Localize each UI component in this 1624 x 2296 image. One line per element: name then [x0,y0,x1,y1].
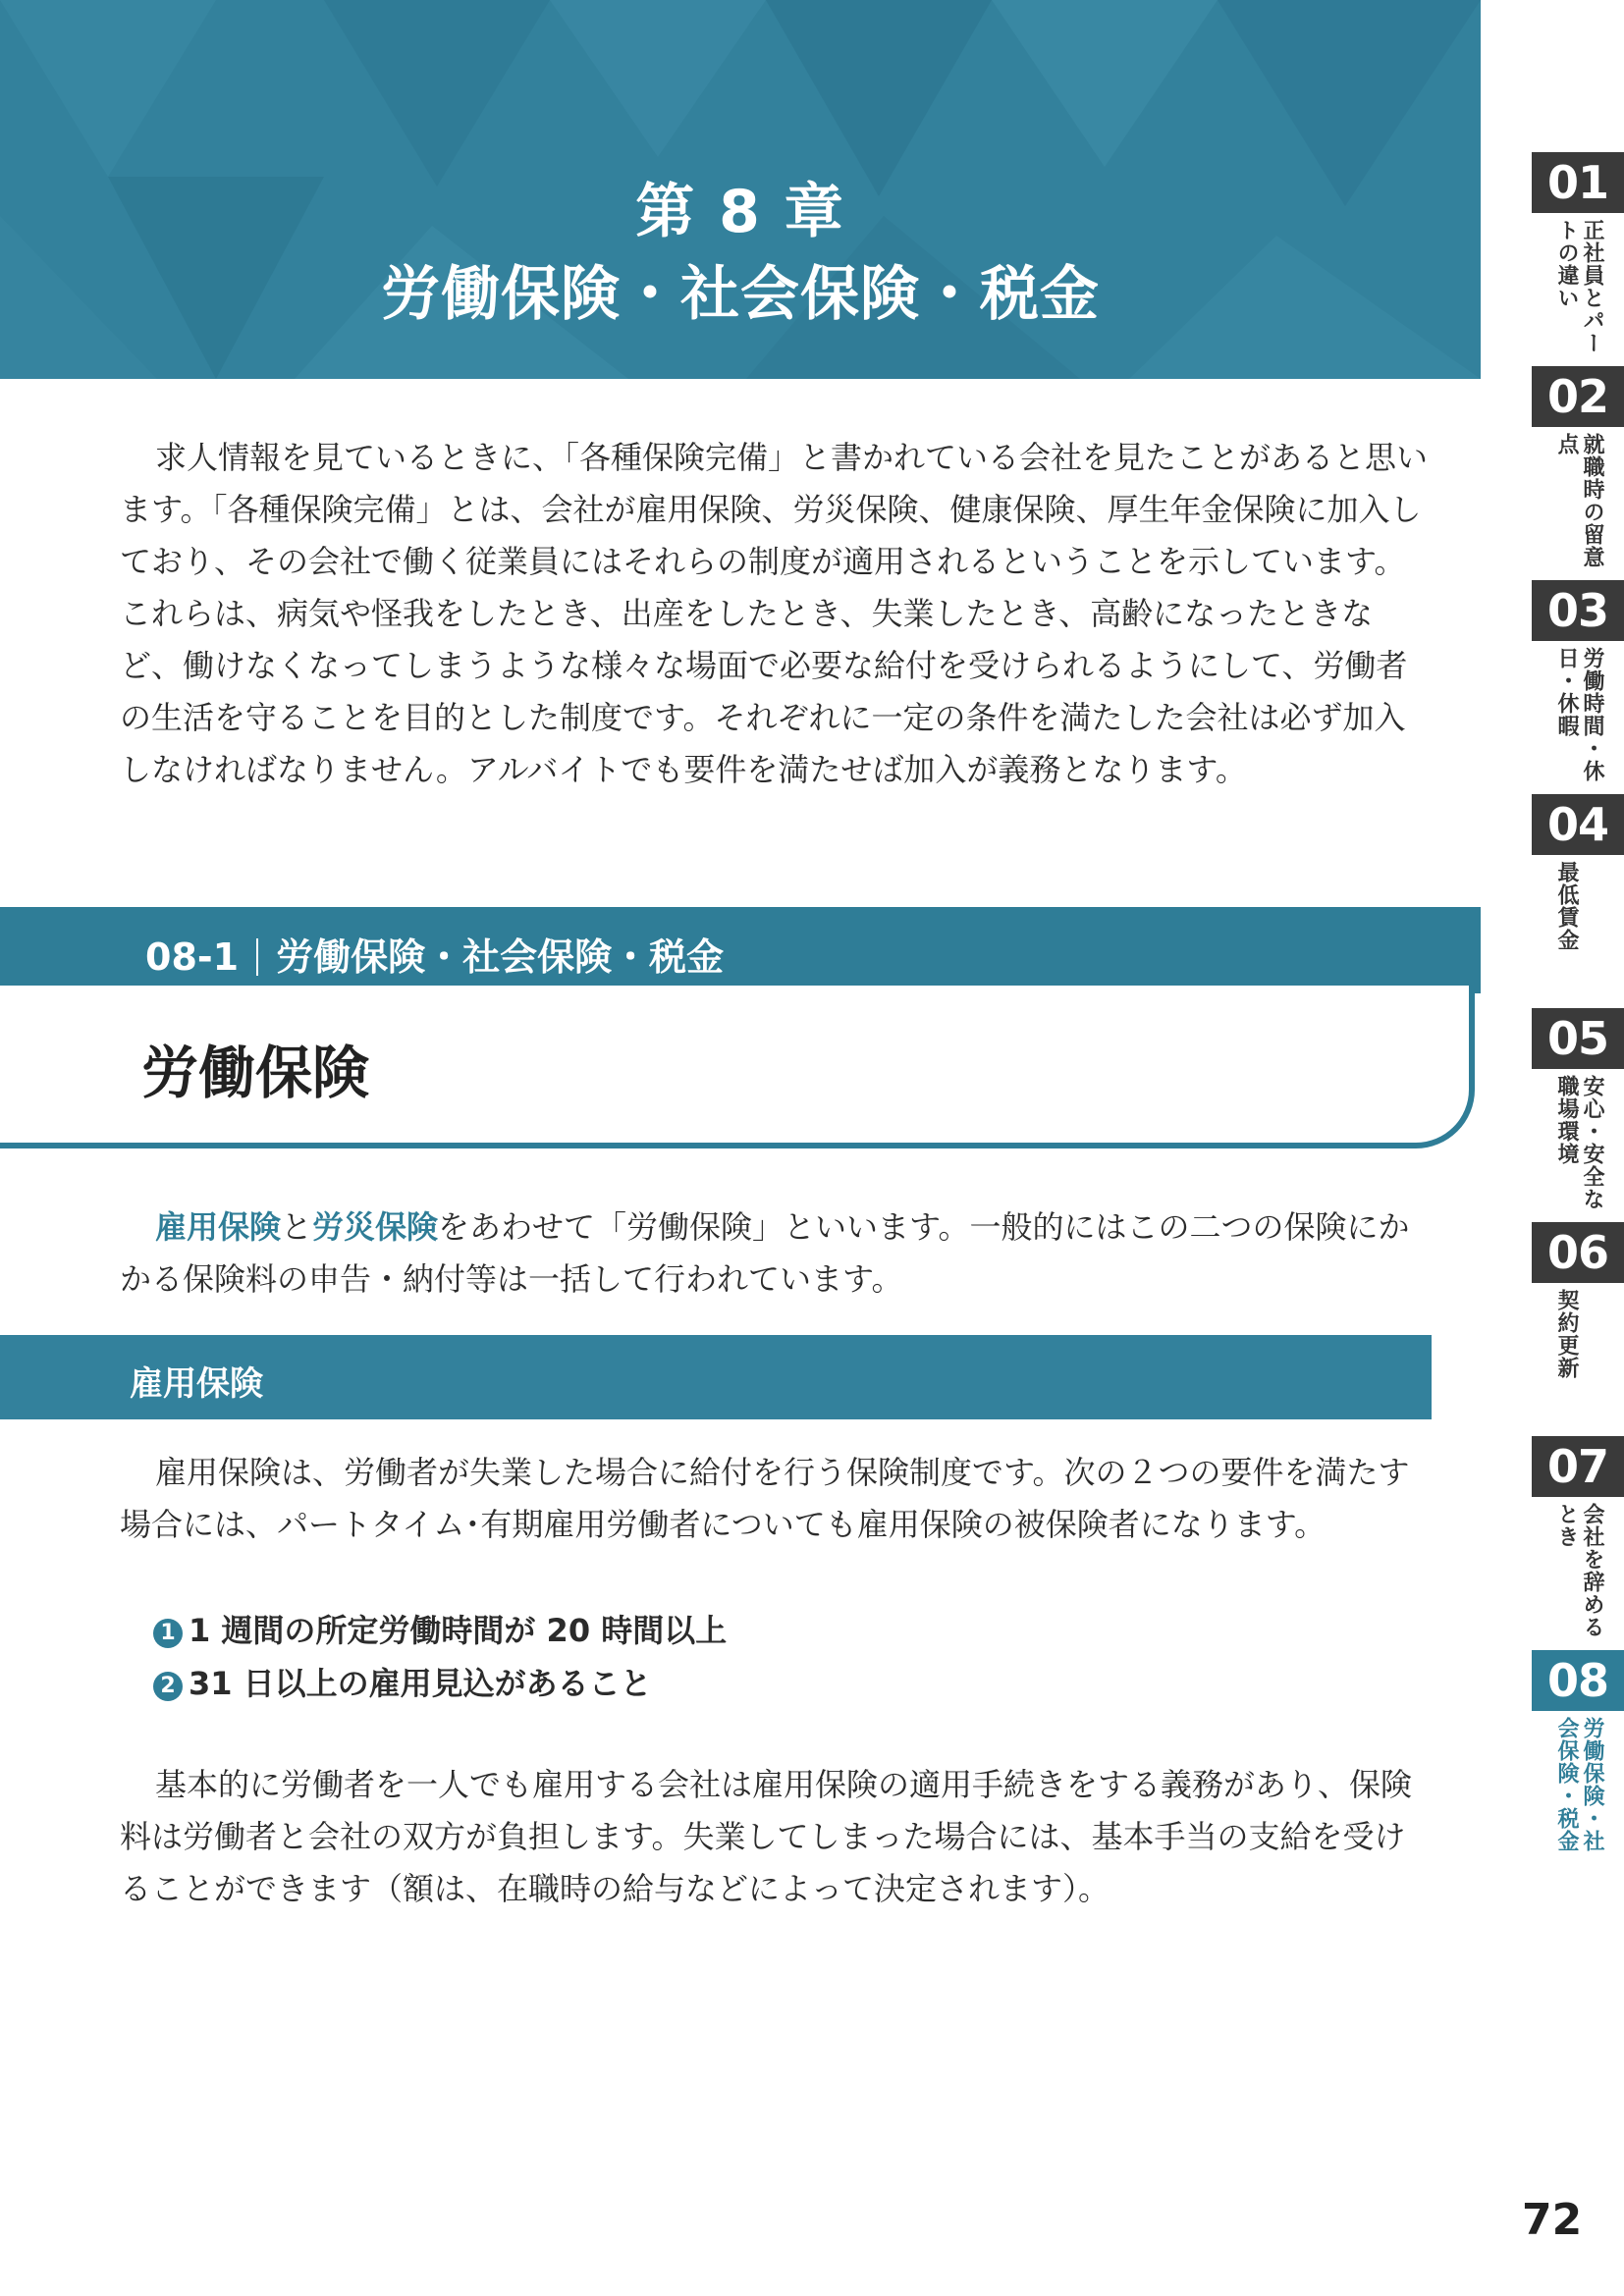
section-label [145,927,724,981]
conjunction: と [281,1208,313,1246]
chapter-tab-06[interactable] [1532,1222,1624,1436]
requirement-text: 1 週間の所定労働時間が 20 時間以上 [189,1612,728,1649]
tab-label: 正社員とパートの違い [1554,219,1604,354]
chapter-number: 第 8 章 [635,178,845,246]
requirement-item [153,1606,727,1651]
subsection-heading: 雇用保険 [130,1364,263,1404]
chapter-header [0,0,1481,379]
term-employment-insurance: 雇用保険 [155,1208,282,1246]
chapter-tab-05[interactable] [1532,1008,1624,1222]
labor-insurance-paragraph [120,1201,1435,1306]
number-badge-2: 2 [153,1672,183,1701]
employment-insurance-paragraph: 雇用保険は、労働者が失業した場合に給付を行う保険制度です。次の２つの要件を満たす場合には、パートタイム･有期雇用労働者についても雇用保険の被保険者になります。 [120,1454,1410,1543]
tab-number: 08 [1532,1650,1624,1711]
tab-label: 会社を辞めるとき [1554,1503,1604,1638]
chapter-tab-03[interactable] [1532,580,1624,794]
chapter-tab-07[interactable] [1532,1436,1624,1650]
section-category: 労働保険・社会保険・税金 [276,935,725,979]
tab-number: 01 [1532,152,1624,213]
number-badge-1: 1 [153,1619,183,1648]
closing-paragraph: 基本的に労働者を一人でも雇用する会社は雇用保険の適用手続きをする義務があり、保険料は労働者と会社の双方が負担します。失業してしまった場合には、基本手当の支給を受けることができます（額は、在職時の給与などによって決定されます）。 [120,1766,1413,1907]
tab-number: 05 [1532,1008,1624,1069]
intro-paragraph: 求人情報を見ているときに、「各種保険完備」と書かれている会社を見たことがあると思います。「各種保険完備」とは、会社が雇用保険、労災保険、健康保険、厚生年金保険に加入しており、その会社で働く従業員にはそれらの制度が適用されるということを示しています。これらは、病気や怪我をしたとき、出産をしたとき、失業したとき、高齢になったときなど、働けなくなってしまうような様々な場面で必要な給付を受けられるようにして、労働者の生活を守ることを目的とした制度です。それぞれに一定の条件を満たした会社は必ず加入しなければなりません。アルバイトでも要件を満たせば加入が義務となります。 [120,439,1429,788]
chapter-tab-02[interactable] [1532,366,1624,580]
tab-label: 安心・安全な職場環境 [1554,1075,1604,1210]
tab-label: 契約更新 [1554,1289,1579,1379]
tab-number: 03 [1532,580,1624,641]
tab-label: 労働保険・社会保険・税金 [1554,1717,1604,1852]
chapter-tab-08[interactable] [1532,1650,1624,1864]
requirement-item [153,1659,652,1704]
tab-number: 04 [1532,794,1624,855]
page-number: 72 [1522,2195,1583,2245]
section-code: 08-1 [145,935,240,979]
chapter-title: 労働保険・社会保険・税金 [381,260,1100,329]
paragraph-rest: をあわせて「労働保険」といいます。一般的にはこの二つの保険にかかる保険料の申告・納付等は一括して行われています。 [120,1208,1410,1298]
chapter-tab-01[interactable] [1532,152,1624,366]
term-workers-comp: 労災保険 [312,1208,439,1246]
tab-label: 労働時間・休日・休暇 [1554,647,1604,782]
requirement-text: 31 日以上の雇用見込があること [189,1665,652,1702]
tab-label: 最低賃金 [1554,861,1579,951]
section-separator [256,938,258,976]
section-heading: 労働保険 [141,1040,370,1106]
tab-number: 07 [1532,1436,1624,1497]
tab-number: 02 [1532,366,1624,427]
tab-label: 就職時の留意点 [1554,433,1604,568]
tab-number: 06 [1532,1222,1624,1283]
chapter-tab-04[interactable] [1532,794,1624,1008]
